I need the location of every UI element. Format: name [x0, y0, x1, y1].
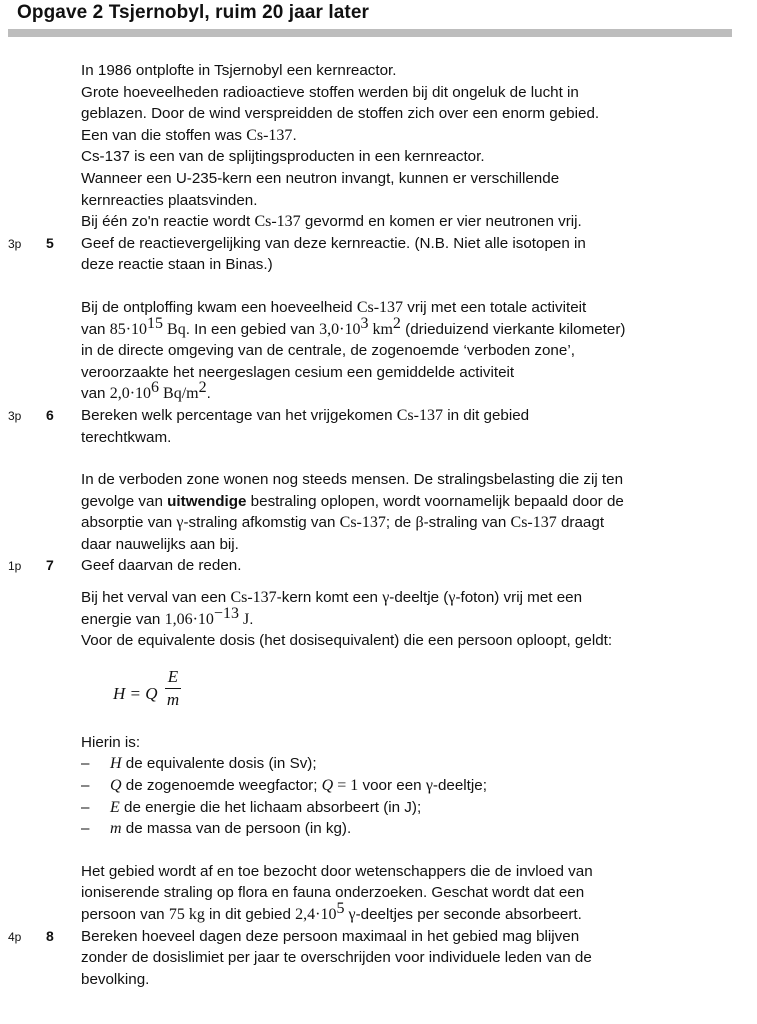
title-underline-bar [8, 29, 732, 37]
formula-fraction [165, 668, 181, 709]
paragraph-line: veroorzaakte het neergeslagen cesium een gemiddelde activiteit [81, 363, 515, 381]
question-8 [8, 926, 721, 991]
paragraph-line: van $85\cdot 10^{15}$ Bq. In een gebied van $3,0\cdot 10^3$ $km^2$ (drieduizend vierkante kilometer) [81, 314, 626, 338]
intro-line: Een van die stoffen was Cs-137. [81, 126, 297, 144]
exam-content [8, 60, 721, 990]
question-text: Geef daarvan de reden. [81, 557, 242, 575]
paragraph-line: daar nauwelijks aan bij. [81, 535, 239, 553]
intro-line: Grote hoeveelheden radioactieve stoffen werden bij dit ongeluk de lucht in [81, 83, 579, 101]
fraction-bar [165, 688, 181, 689]
paragraph-line: persoon van 75 kg in dit gebied $2,4\cdot 10^5$ γ-deeltjes per seconde absorbeert. [81, 900, 582, 923]
paragraph-line: van $2,0\cdot 10^6$ $Bq/m^2$. [81, 379, 211, 403]
question-text: Bereken hoeveel dagen deze persoon maximaal in het gebied mag blijven [81, 927, 580, 945]
formula-numerator: E [167, 666, 179, 686]
list-item: – m de massa van de persoon (in kg). [81, 820, 352, 838]
formula-lhs: H = Q [113, 683, 158, 703]
paragraph-line: ioniserende straling op flora en fauna onderzoeken. Geschat wordt dat een [81, 884, 585, 902]
paragraph-line: In de verboden zone wonen nog steeds mensen. De stralingsbelasting die zij ten [81, 471, 624, 489]
intro-line: Cs-137 is een van de splijtingsproducten in een kernreactor. [81, 148, 485, 166]
paragraph-line: in de directe omgeving van de centrale, de zogenoemde ‘verboden zone’, [81, 342, 575, 360]
formula-denominator: m [166, 689, 180, 709]
question-points: 3p [8, 408, 22, 423]
paragraph-line: Bij de ontploffing kwam een hoeveelheid Cs-137 vrij met een totale activiteit [81, 298, 587, 316]
question-text: Geef de reactievergelijking van deze kernreactie. (N.B. Niet alle isotopen in [81, 234, 586, 252]
list-item: – H de equivalente dosis (in Sv); [81, 755, 317, 773]
question-number: 7 [46, 557, 54, 574]
question-points: 1p [8, 559, 22, 574]
question-text: zonder de dosislimiet per jaar te overschrijden voor individuele leden van de [81, 949, 592, 967]
paragraph-line: absorptie van γ-straling afkomstig van Cs-137; de β-straling van Cs-137 draagt [81, 514, 605, 532]
question-points: 4p [8, 929, 22, 944]
intro-line: geblazen. Door de wind verspreidden de stoffen zich over een enorm gebied. [81, 105, 600, 123]
paragraph-line: energie van $1,06\cdot 10^{-13}$ J. [81, 604, 254, 628]
intro-line: In 1986 ontplofte in Tsjernobyl een kernreactor. [81, 62, 397, 79]
page-title: Opgave 2 Tsjernobyl, ruim 20 jaar later [17, 2, 370, 23]
intro-line: Bij één zo'n reactie wordt Cs-137 gevormd en komen er vier neutronen vrij. [81, 213, 582, 231]
paragraph-line: gevolge van uitwendige bestraling oplopen, wordt voornamelijk bepaald door de [81, 492, 624, 510]
question-7 [8, 555, 721, 577]
question-points: 3p [8, 236, 22, 251]
question-number: 6 [46, 406, 54, 423]
list-item: – E de energie die het lichaam absorbeert (in J); [81, 798, 422, 816]
question-number: 8 [46, 927, 54, 944]
definitions-list [81, 753, 721, 839]
paragraph-line: Het gebied wordt af en toe bezocht door wetenschappers die de invloed van [81, 862, 593, 880]
question-text: terechtkwam. [81, 428, 172, 446]
question-text: Bereken welk percentage van het vrijgekomen Cs-137 in dit gebied [81, 406, 530, 424]
intro-line: kernreacties plaatsvinden. [81, 191, 258, 209]
question-text: bevolking. [81, 970, 150, 988]
dose-formula [81, 662, 721, 724]
question-5 [8, 233, 721, 276]
question-text: deze reactie staan in Binas.) [81, 256, 273, 274]
paragraph-line: Bij het verval van een Cs-137-kern komt een γ-deeltje (γ-foton) vrij met een [81, 589, 583, 607]
question-number: 5 [46, 234, 54, 251]
paragraph-line: Voor de equivalente dosis (het dosisequivalent) die een persoon oploopt, geldt: [81, 632, 613, 650]
list-item: – Q de zogenoemde weegfactor; Q = 1 voor een γ-deeltje; [81, 777, 487, 795]
question-6 [8, 405, 721, 448]
definitions-heading: Hierin is: [81, 733, 141, 751]
intro-line: Wanneer een U-235-kern een neutron invangt, kunnen er verschillende [81, 169, 560, 187]
